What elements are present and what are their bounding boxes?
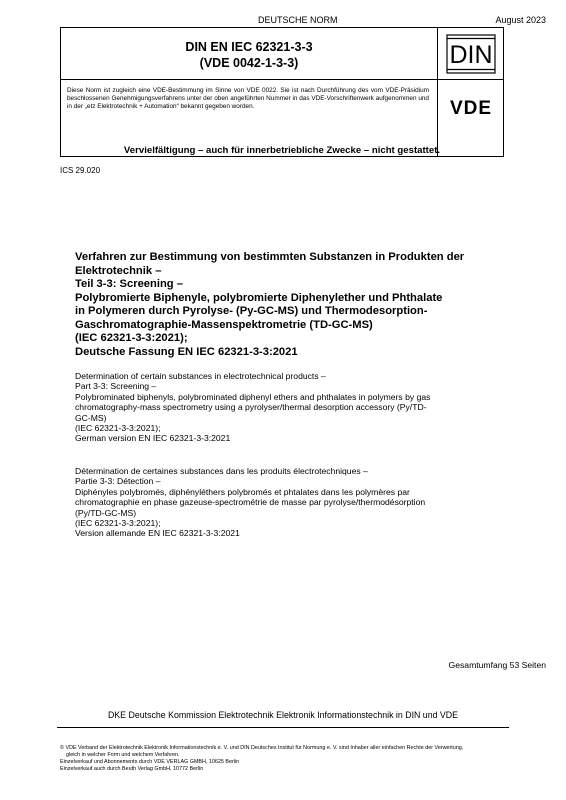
footer-line: © VDE Verband der Elektrotechnik Elektronik Informationstechnik e. V. und DIN Deutsches Institut für Normung e. V. sind Inhaber aller einfachen Rechte der Verwertung, xyxy=(60,745,464,751)
title-de-line: in Polymeren durch Pyrolyse- (Py-GC-MS) und Thermodesorption- xyxy=(75,305,428,317)
title-de-line: Elektrotechnik – xyxy=(75,264,162,277)
footer-divider xyxy=(57,727,509,728)
title-en-line: chromatography-mass spectrometry using a pyrolyser/thermal desorption accessory (Py/TD- xyxy=(75,402,427,413)
vde-note: Diese Norm ist zugleich eine VDE-Bestimmung im Sinne von VDE 0022. Sie ist nach Durchführung des vom VDE-Präsidium beschlossenen Genehmigungsverfahrens unter der oben angeführten Nummer in das VDE-Vorschriftenwerk aufgenommen und in der „etz Elektrotechnik + Automation“ bekannt gegeben worden. xyxy=(61,80,438,156)
title-fr-line: (Py/TD-GC-MS) xyxy=(75,507,137,518)
title-en-line: Polybrominated biphenyls, polybrominated diphenyl ethers and phthalates in polymers by gas xyxy=(75,391,431,402)
title-en-line: Part 3-3: Screening – xyxy=(75,381,157,392)
title-de-line: Teil 3-3: Screening – xyxy=(75,278,183,290)
footer-line: gleich in welcher Form und welchem Verfahren. xyxy=(66,752,180,758)
title-en-line: GC-MS) xyxy=(75,412,107,423)
title-fr-line: Partie 3-3: Détection – xyxy=(75,476,161,487)
title-en-line: Determination of certain substances in electrotechnical products – xyxy=(75,371,326,381)
footer-line: Einzelverkauf auch durch Beuth Verlag GmbH, 10772 Berlin xyxy=(60,766,204,772)
reproduction-notice: Vervielfältigung – auch für innerbetriebliche Zwecke – nicht gestattet. xyxy=(123,145,441,156)
title-en-line: (IEC 62321-3-3:2021); xyxy=(75,423,161,434)
vde-logo-text: VDE xyxy=(449,98,493,119)
din-logo xyxy=(438,28,504,80)
dke-line: DKE Deutsche Kommission Elektrotechnik Elektronik Informationstechnik in DIN und VDE xyxy=(107,710,459,720)
title-fr-line: Diphényles polybromés, diphényléthers polybromés et phtalates dans les polymères par xyxy=(75,486,410,497)
copyright-footer xyxy=(60,745,560,773)
designation-box xyxy=(60,27,504,157)
designation xyxy=(61,28,438,80)
vde-number: (VDE 0042-1-3-3) xyxy=(199,56,299,70)
title-french xyxy=(75,466,535,539)
title-fr-line: (IEC 62321-3-3:2021); xyxy=(75,518,161,529)
ics-code: ICS 29.020 xyxy=(60,166,101,175)
standard-type: DEUTSCHE NORM xyxy=(258,15,338,25)
designation-number: DIN EN IEC 62321-3-3 xyxy=(185,40,313,54)
din-logo-graphic xyxy=(438,28,504,80)
title-english xyxy=(75,371,535,444)
din-logo-text: DIN xyxy=(449,41,493,69)
footer-line: Einzelverkauf und Abonnements durch VDE VERLAG GMBH, 10625 Berlin xyxy=(60,759,240,765)
title-en-line: German version EN IEC 62321-3-3:2021 xyxy=(75,433,231,444)
title-fr-line: chromatographie en phase gazeuse-spectrométrie de masse par pyrolyse/thermodésorption xyxy=(75,497,426,508)
total-pages: Gesamtumfang 53 Seiten xyxy=(448,660,546,670)
title-german xyxy=(75,251,555,359)
publication-date: August 2023 xyxy=(495,15,546,25)
title-de-line: Gaschromatographie-Massenspektrometrie (TD-GC-MS) xyxy=(75,318,373,331)
title-fr-line: Détermination de certaines substances dans les produits électrotechniques – xyxy=(75,466,368,476)
title-de-line: Deutsche Fassung EN IEC 62321-3-3:2021 xyxy=(75,345,298,358)
title-de-line: Polybromierte Biphenyle, polybromierte Diphenylether und Phthalate xyxy=(75,291,443,304)
title-de-line: Verfahren zur Bestimmung von bestimmten Substanzen in Produkten der xyxy=(75,251,465,263)
title-fr-line: Version allemande EN IEC 62321-3-3:2021 xyxy=(75,528,240,539)
title-de-line: (IEC 62321-3-3:2021); xyxy=(75,332,188,344)
